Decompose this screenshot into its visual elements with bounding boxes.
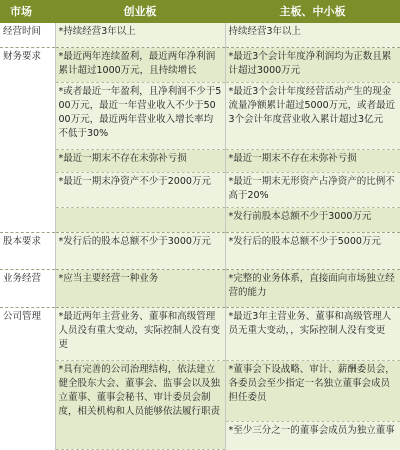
cell-text: *最近两年连续盈利，最近两年净利润累计超过1000万元，且持续增长 <box>58 51 216 77</box>
cell-text: *持续经营3年以上 <box>58 26 136 37</box>
cell-text: *具有完善的公司治理结构，依法建立健全股东大会、董事会、监事会以及独立董事、董事会秘书、审计委员会制度，相关机构和人员能够依法履行职责 <box>58 364 221 418</box>
row-label: 业务经营 <box>0 269 55 307</box>
cell-text: *最近一期末不存在未弥补亏损 <box>228 152 357 164</box>
table-row <box>0 149 400 173</box>
cell-text: *最近一期末不存在未弥补亏损 <box>58 152 187 164</box>
cell-text: *最近一期末无形资产占净资产的比例不高于20% <box>228 176 395 202</box>
main-cell <box>225 361 400 422</box>
header-market: 市场 <box>0 0 55 23</box>
row-label: 财务要求 <box>0 48 55 233</box>
row-label: 公司管理 <box>0 308 55 450</box>
gem-cell <box>55 361 225 450</box>
cell-text: 持续经营3年以上 <box>228 26 302 37</box>
cell-text: *至少三分之一的董事会成员为独立董事 <box>228 424 395 436</box>
main-cell <box>225 232 400 269</box>
gem-cell <box>55 269 225 307</box>
cell-text: *发行前股本总额不少于3000万元 <box>228 211 372 223</box>
gem-cell <box>55 232 225 269</box>
cell-text: *董事会下设战略、审计、薪酬委员会，各委员会至少指定一名独立董事会成员担任委员 <box>228 364 395 404</box>
main-cell <box>225 173 400 208</box>
row-label: 股本要求 <box>0 232 55 269</box>
header-gem-board: 创业板 <box>55 0 225 23</box>
row-label: 经营时间 <box>0 23 55 48</box>
gem-cell <box>55 208 225 233</box>
main-cell <box>225 48 400 83</box>
table-row <box>0 48 400 83</box>
main-cell <box>225 269 400 307</box>
main-cell <box>225 421 400 449</box>
gem-cell <box>55 149 225 173</box>
cell-text: *或者最近一年盈利，且净利润不少于500万元，最近一年营业收入不少于5000万元，最近两年营业收入增长率均不低于30% <box>58 86 222 140</box>
gem-cell <box>55 308 225 361</box>
cell-text: *最近3年主营业务、董事和高级管理人员无重大变动，，实际控制人没有变更 <box>228 311 392 337</box>
cell-text: *最近3个会计年度经营活动产生的现金流量净额累计超过5000万元，或者最近3个会计年度营业收入累计超过3亿元 <box>228 86 396 126</box>
gem-cell <box>55 23 225 48</box>
gem-cell <box>55 83 225 149</box>
cell-text: *应当主要经营一种业务 <box>58 272 159 284</box>
cell-text: *发行后的股本总额不少于5000万元 <box>228 235 381 247</box>
main-cell <box>225 308 400 361</box>
main-cell <box>225 149 400 173</box>
main-cell <box>225 23 400 48</box>
gem-cell <box>55 48 225 83</box>
table-row <box>0 232 400 269</box>
table-row <box>0 361 400 422</box>
main-cell <box>225 83 400 149</box>
table-row <box>0 308 400 361</box>
cell-text: *最近两年主营业务、董事和高级管理人员没有重大变动，实际控制人没有变更 <box>58 311 221 351</box>
cell-text: *完整的业务体系，直接面向市场独立经营的能力 <box>228 272 395 298</box>
gem-cell <box>55 173 225 208</box>
table-row <box>0 208 400 233</box>
cell-text <box>59 208 222 210</box>
header-main-board: 主板、中小板 <box>225 0 400 23</box>
cell-text: *最近一期末净资产不少于2000万元 <box>58 176 211 188</box>
table-row <box>0 83 400 149</box>
table-row <box>0 173 400 208</box>
table-row <box>0 23 400 48</box>
table-row <box>0 269 400 307</box>
header-row <box>0 0 400 23</box>
main-cell <box>225 208 400 233</box>
cell-text: *最近3个会计年度净利润均为正数且累计超过3000万元 <box>228 51 392 77</box>
cell-text: *发行后的股本总额不少于3000万元 <box>58 235 211 247</box>
